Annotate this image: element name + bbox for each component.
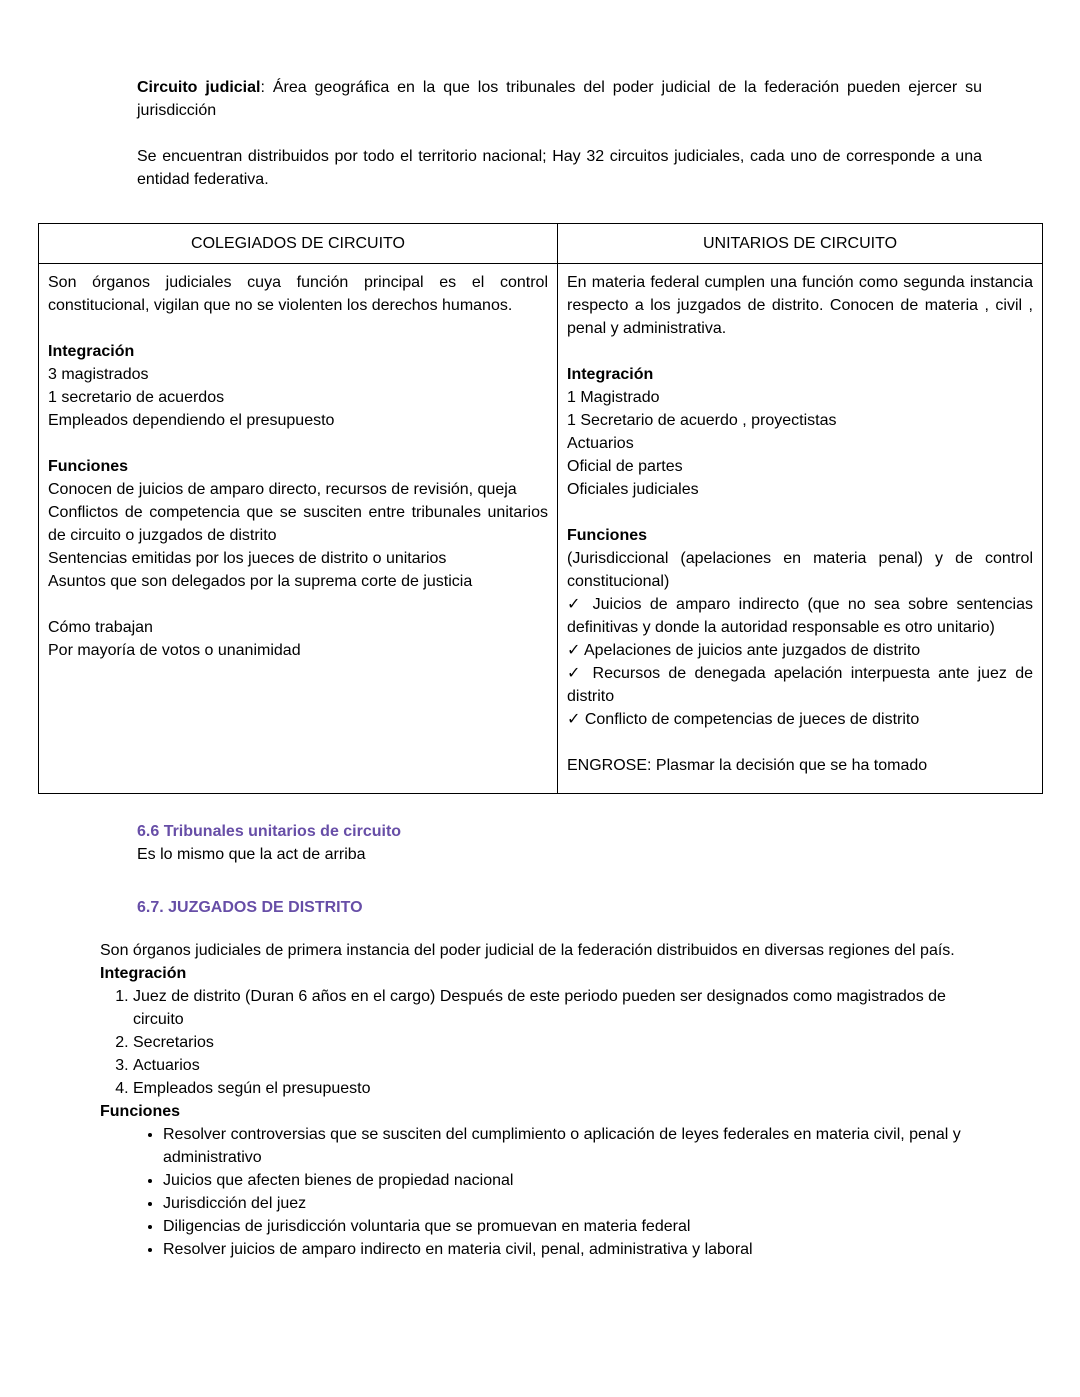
section-66-heading: 6.6 Tribunales unitarios de circuito — [137, 823, 402, 840]
colegiados-intro: Son órganos judiciales cuya función principal es el control constitucional, vigilan que no se violenten los derechos humanos. — [48, 274, 548, 314]
colegiados-integracion-title: Integración — [48, 343, 135, 360]
colegiados-integracion-item: 3 magistrados — [48, 366, 149, 383]
table-header-unitarios: UNITARIOS DE CIRCUITO — [558, 224, 1043, 264]
circuit-comparison-table — [38, 223, 1043, 794]
section-66-body: Es lo mismo que la act de arriba — [137, 846, 366, 863]
unitarios-engrose: ENGROSE: Plasmar la decisión que se ha tomado — [567, 757, 928, 774]
intro-paragraph-definition — [137, 76, 982, 122]
intro-paragraph-distribution: Se encuentran distribuidos por todo el territorio nacional; Hay 32 circuitos judiciales, cada uno de corresponde a una entidad federativa. — [137, 148, 982, 188]
section-67-integracion-title: Integración — [100, 965, 187, 982]
colegiados-funciones-item: Conocen de juicios de amparo directo, recursos de revisión, queja — [48, 481, 517, 498]
colegiados-funciones-title: Funciones — [48, 458, 129, 475]
intro-definition-text: : Área geográfica en la que los tribunales del poder judicial de la federación pueden ejercer su jurisdicción — [137, 79, 983, 119]
integracion-list-item: 1. Juez de distrito (Duran 6 años en el cargo) Después de este periodo pueden ser designados como magistrados de circuito — [133, 985, 982, 1031]
unitarios-funciones-intro: (Jurisdiccional (apelaciones en materia penal) y de control constitucional) — [567, 550, 1033, 590]
unitarios-integracion-item: Actuarios — [567, 435, 634, 452]
section-67-intro: Son órganos judiciales de primera instancia del poder judicial de la federación distribuidos en diversas regiones del país. — [100, 942, 955, 959]
unitarios-intro: En materia federal cumplen una función como segunda instancia respecto a los juzgados de distrito. Conocen de materia , civil , penal y administrativa. — [567, 274, 1033, 337]
unitarios-funciones-item: ✓ Apelaciones de juicios ante juzgados de distrito — [567, 642, 921, 659]
unitarios-integracion-item: 1 Secretario de acuerdo , proyectistas — [567, 412, 837, 429]
table-body-row — [39, 264, 1043, 794]
colegiados-como-trabajan-body: Por mayoría de votos o unanimidad — [48, 642, 301, 659]
colegiados-integracion-item: 1 secretario de acuerdos — [48, 389, 225, 406]
unitarios-integracion-title: Integración — [567, 366, 654, 383]
funciones-list-item: • Resolver juicios de amparo indirecto en materia civil, penal, administrativa y laboral — [163, 1238, 982, 1261]
integracion-list-item: 4. Empleados según el presupuesto — [133, 1077, 982, 1100]
unitarios-funciones-item: ✓ Recursos de denegada apelación interpuesta ante juez de distrito — [567, 665, 1033, 705]
unitarios-integracion-item: Oficiales judiciales — [567, 481, 699, 498]
section-67-integracion-list — [100, 985, 982, 1100]
colegiados-cell — [39, 264, 558, 794]
unitarios-funciones-title: Funciones — [567, 527, 648, 544]
unitarios-funciones-item: ✓ Conflicto de competencias de jueces de distrito — [567, 711, 920, 728]
colegiados-funciones-item: Conflictos de competencia que se susciten entre tribunales unitarios de circuito o juzgados de distrito — [48, 504, 548, 544]
section-67-content — [100, 939, 982, 1261]
table-header-row — [39, 224, 1043, 264]
unitarios-cell — [558, 264, 1043, 794]
section-67-heading: 6.7. JUZGADOS DE DISTRITO — [137, 899, 363, 916]
funciones-list-item: • Juicios que afecten bienes de propiedad nacional — [163, 1169, 982, 1192]
funciones-list-item: • Jurisdicción del juez — [163, 1192, 982, 1215]
colegiados-como-trabajan-title: Cómo trabajan — [48, 619, 153, 636]
integracion-list-item: 3. Actuarios — [133, 1054, 982, 1077]
unitarios-integracion-item: Oficial de partes — [567, 458, 683, 475]
table-header-colegiados: COLEGIADOS DE CIRCUITO — [39, 224, 558, 264]
funciones-list-item: • Diligencias de jurisdicción voluntaria que se promuevan en materia federal — [163, 1215, 982, 1238]
colegiados-funciones-item: Asuntos que son delegados por la suprema corte de justicia — [48, 573, 473, 590]
integracion-list-item: 2. Secretarios — [133, 1031, 982, 1054]
section-67-funciones-title: Funciones — [100, 1103, 181, 1120]
funciones-list-item: • Resolver controversias que se susciten del cumplimiento o aplicación de leyes federales en materia civil, penal y administrativo — [163, 1123, 982, 1169]
colegiados-integracion-item: Empleados dependiendo el presupuesto — [48, 412, 335, 429]
intro-term: Circuito judicial — [137, 79, 261, 96]
colegiados-funciones-item: Sentencias emitidas por los jueces de distrito o unitarios — [48, 550, 447, 567]
section-67-funciones-list — [100, 1123, 982, 1261]
unitarios-funciones-item: ✓ Juicios de amparo indirecto (que no sea sobre sentencias definitivas y donde la autoridad responsable es otro unitario) — [567, 596, 1033, 636]
unitarios-integracion-item: 1 Magistrado — [567, 389, 660, 406]
